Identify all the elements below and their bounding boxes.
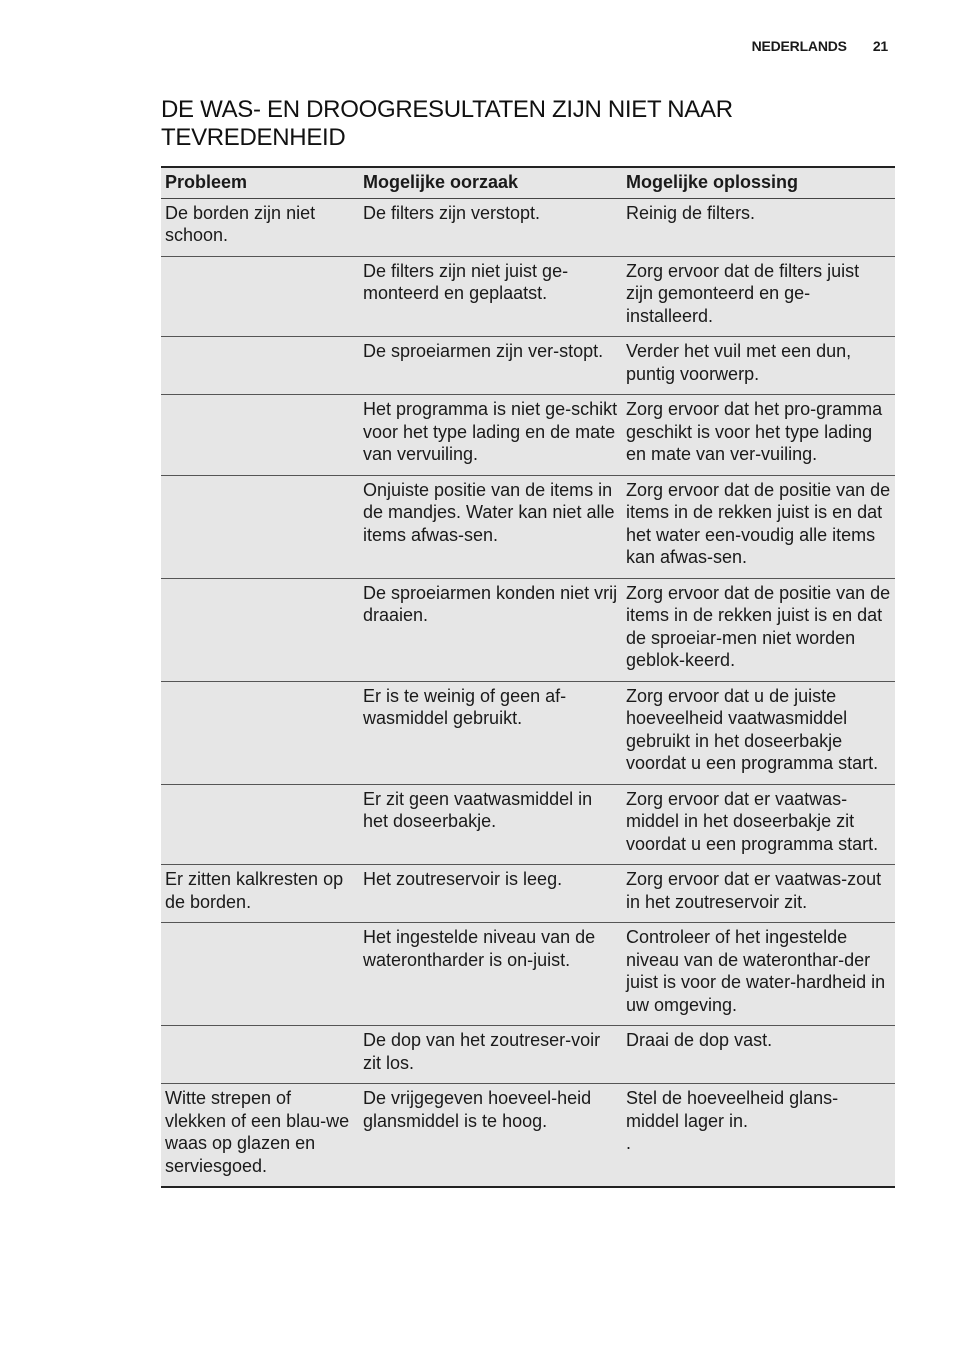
column-header-problem: Probleem: [161, 167, 359, 198]
cause-cell: [359, 198, 622, 256]
table-row: [161, 256, 895, 337]
solution-cell-text: Controleer of het ingestelde niveau van de wateronthar-der juist is voor de water-hardheid in uw omgeving.: [626, 927, 886, 1015]
solution-cell: [622, 256, 895, 337]
cause-cell-text: Het zoutreservoir is leeg.: [363, 869, 563, 889]
table-row: [161, 1026, 895, 1084]
cause-cell-text: Er zit geen vaatwasmiddel in het doseerbakje.: [363, 788, 593, 831]
cause-cell: [359, 337, 622, 395]
cause-cell-text: De vrijgegeven hoeveel-heid glansmiddel is te hoog.: [363, 1088, 592, 1131]
column-header-cause: Mogelijke oorzaak: [359, 167, 622, 198]
table-row: [161, 337, 895, 395]
solution-cell: [622, 475, 895, 578]
table-row: [161, 1084, 895, 1188]
table-row: [161, 681, 895, 784]
cause-cell: [359, 395, 622, 476]
solution-cell-text: Verder het vuil met een dun, puntig voorwerp.: [626, 341, 852, 384]
cause-cell-text: Het programma is niet ge-schikt voor het type lading en de mate van vervuiling.: [363, 399, 618, 464]
problem-cell-text: De borden zijn niet schoon.: [165, 202, 316, 245]
cause-cell: [359, 1084, 622, 1188]
problem-cell-text: Witte strepen of vlekken of een blau-we waas op glazen en serviesgoed.: [165, 1088, 350, 1176]
problem-cell: [161, 475, 359, 578]
solution-cell: [622, 198, 895, 256]
cause-cell-text: Onjuiste positie van de items in de mandjes. Water kan niet alle items afwas-sen.: [363, 479, 615, 545]
solution-cell-text: Zorg ervoor dat er vaatwas-zout in het zoutreservoir zit.: [626, 869, 882, 912]
page-number: 21: [872, 38, 888, 54]
cause-cell-text: De dop van het zoutreser-voir zit los.: [363, 1030, 601, 1073]
table-header-row: [161, 167, 895, 198]
troubleshooting-table: [161, 166, 895, 1188]
problem-cell: [161, 865, 359, 923]
table-row: [161, 865, 895, 923]
cause-cell-text: De sproeiarmen zijn ver-stopt.: [363, 341, 604, 361]
problem-cell: [161, 395, 359, 476]
cause-cell-text: Er is te weinig of geen af-wasmiddel gebruikt.: [363, 685, 567, 728]
cause-cell: [359, 578, 622, 681]
cause-cell: [359, 256, 622, 337]
solution-cell: [622, 1026, 895, 1084]
solution-cell-text: Stel de hoeveelheid glans-middel lager in. .: [626, 1088, 839, 1153]
section-title: DE WAS- EN DROOGRESULTATEN ZIJN NIET NAAR TEVREDENHEID: [161, 96, 733, 151]
cause-cell: [359, 923, 622, 1026]
problem-cell: [161, 1084, 359, 1188]
header-language: NEDERLANDS: [751, 38, 847, 54]
table-row: [161, 395, 895, 476]
cause-cell-text: Het ingestelde niveau van de waterontharder is on-juist.: [363, 927, 596, 970]
solution-cell-text: Reinig de filters.: [626, 202, 756, 223]
cause-cell-text: De filters zijn verstopt.: [363, 202, 541, 223]
page-header: [752, 38, 888, 54]
cause-cell: [359, 475, 622, 578]
cause-cell-text: De filters zijn niet juist ge-monteerd en geplaatst.: [363, 260, 569, 303]
solution-cell: [622, 1084, 895, 1188]
problem-cell: [161, 337, 359, 395]
solution-cell: [622, 337, 895, 395]
cause-cell: [359, 784, 622, 865]
cause-cell: [359, 1026, 622, 1084]
table-body: [161, 198, 895, 1187]
solution-cell: [622, 865, 895, 923]
solution-cell-text: Draai de dop vast.: [626, 1030, 773, 1050]
table-row: [161, 578, 895, 681]
solution-cell: [622, 578, 895, 681]
problem-cell: [161, 578, 359, 681]
column-header-solution: Mogelijke oplossing: [622, 167, 895, 198]
problem-cell: [161, 256, 359, 337]
problem-cell: [161, 198, 359, 256]
solution-cell-text: Zorg ervoor dat de positie van de items in de rekken juist is en dat het water een-voudig alle items kan afwas-sen.: [626, 479, 891, 567]
solution-cell: [622, 395, 895, 476]
problem-cell-text: Er zitten kalkresten op de borden.: [165, 869, 344, 912]
solution-cell-text: Zorg ervoor dat u de juiste hoeveelheid vaatwasmiddel gebruikt in het doseerbakje voordat u een programma start.: [626, 685, 879, 773]
solution-cell: [622, 681, 895, 784]
solution-cell-text: Zorg ervoor dat de positie van de items in de rekken juist is en dat de sproeiar-men niet worden geblok-keerd.: [626, 582, 891, 670]
table-row: [161, 475, 895, 578]
problem-cell: [161, 923, 359, 1026]
table-row: [161, 198, 895, 256]
cause-cell: [359, 865, 622, 923]
solution-cell-text: Zorg ervoor dat er vaatwas-middel in het doseerbakje zit voordat u een programma start.: [626, 788, 879, 854]
table-row: [161, 784, 895, 865]
cause-cell-text: De sproeiarmen konden niet vrij draaien.: [363, 582, 618, 625]
problem-cell: [161, 681, 359, 784]
solution-cell-text: Zorg ervoor dat het pro-gramma geschikt is voor het type lading en mate van ver-vuiling.: [626, 399, 883, 464]
solution-cell-text: Zorg ervoor dat de filters juist zijn gemonteerd en ge-installeerd.: [626, 260, 860, 326]
solution-cell: [622, 923, 895, 1026]
cause-cell: [359, 681, 622, 784]
problem-cell: [161, 784, 359, 865]
problem-cell: [161, 1026, 359, 1084]
table-row: [161, 923, 895, 1026]
solution-cell: [622, 784, 895, 865]
